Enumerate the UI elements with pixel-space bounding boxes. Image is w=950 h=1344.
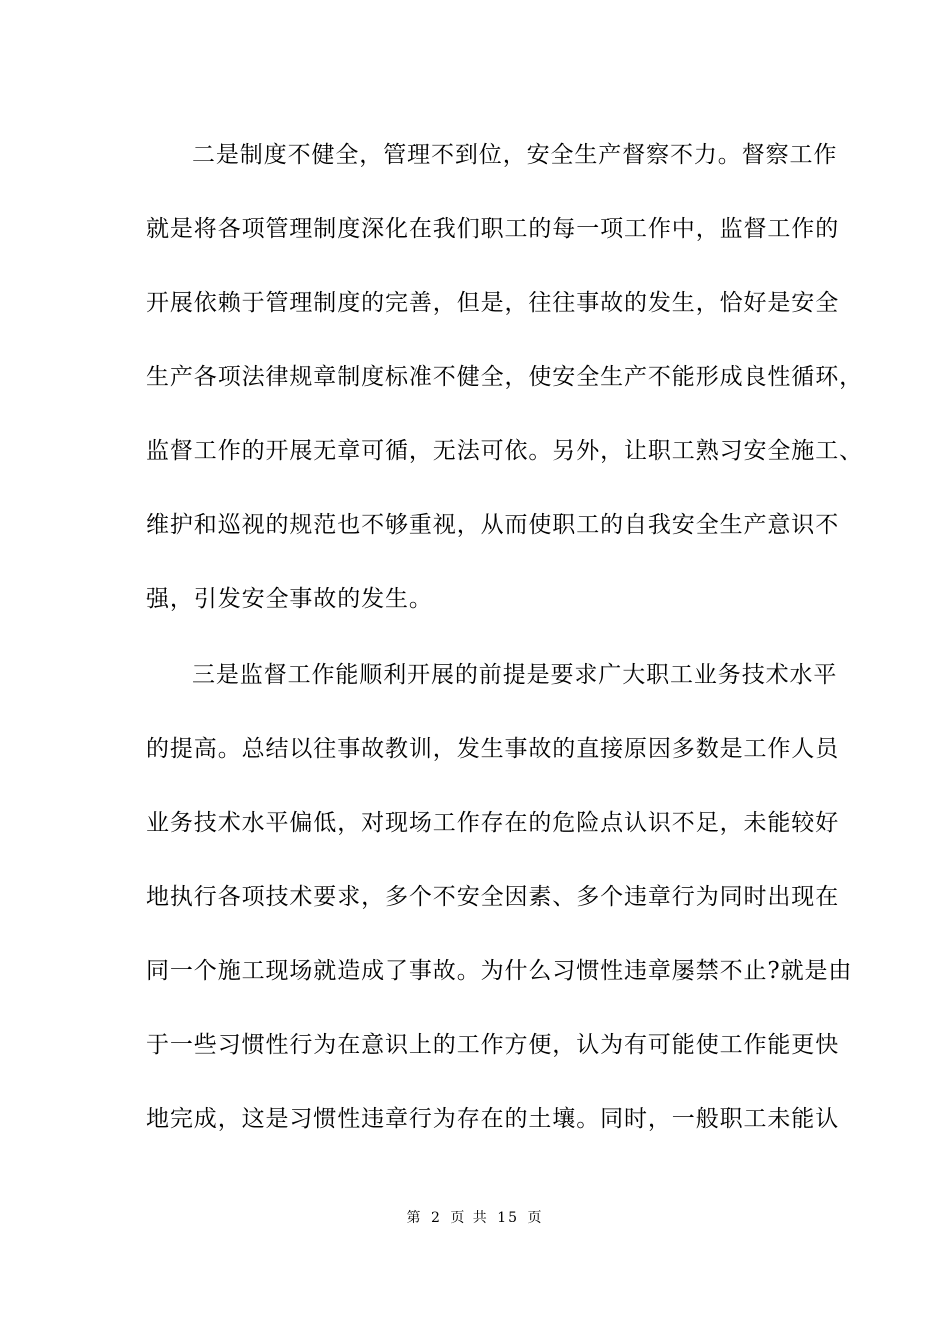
footer-suffix: 页 [527, 1210, 544, 1226]
paragraph-2-line-3: 业务技术水平偏低，对现场工作存在的危险点认识不足，未能较好 [146, 810, 840, 836]
paragraph-1-line-6: 维护和巡视的规范也不够重视，从而使职工的自我安全生产意识不 [146, 512, 840, 538]
footer-total-pages: 15 [497, 1210, 520, 1226]
paragraph-1-line-1: 二是制度不健全，管理不到位，安全生产督察不力。督察工作 [192, 142, 838, 168]
footer-page-number: 2 [430, 1210, 442, 1226]
paragraph-1-line-4: 生产各项法律规章制度标准不健全，使安全生产不能形成良性循环， [146, 364, 863, 390]
footer-prefix: 第 [406, 1210, 423, 1226]
paragraph-2-line-4: 地执行各项技术要求，多个不安全因素、多个违章行为同时出现在 [146, 884, 840, 910]
paragraph-2-line-7: 地完成，这是习惯性违章行为存在的土壤。同时，一般职工未能认 [146, 1106, 840, 1132]
paragraph-2-line-1: 三是监督工作能顺利开展的前提是要求广大职工业务技术水平 [192, 662, 838, 688]
paragraph-1-line-5: 监督工作的开展无章可循，无法可依。另外，让职工熟习安全施工、 [146, 438, 863, 464]
footer-middle: 页 共 [450, 1210, 489, 1226]
paragraph-2-line-5: 同一个施工现场就造成了事故。为什么习惯性违章屡禁不止?就是由 [146, 958, 853, 984]
paragraph-2-line-2: 的提高。总结以往事故教训，发生事故的直接原因多数是工作人员 [146, 736, 840, 762]
paragraph-2-line-6: 于一些习惯性行为在意识上的工作方便，认为有可能使工作能更快 [146, 1032, 840, 1058]
page-footer [0, 1208, 950, 1228]
paragraph-1-line-2: 就是将各项管理制度深化在我们职工的每一项工作中，监督工作的 [146, 216, 840, 242]
paragraph-1-line-3: 开展依赖于管理制度的完善，但是，往往事故的发生，恰好是安全 [146, 290, 840, 316]
paragraph-1-line-7: 强，引发安全事故的发生。 [146, 586, 433, 612]
